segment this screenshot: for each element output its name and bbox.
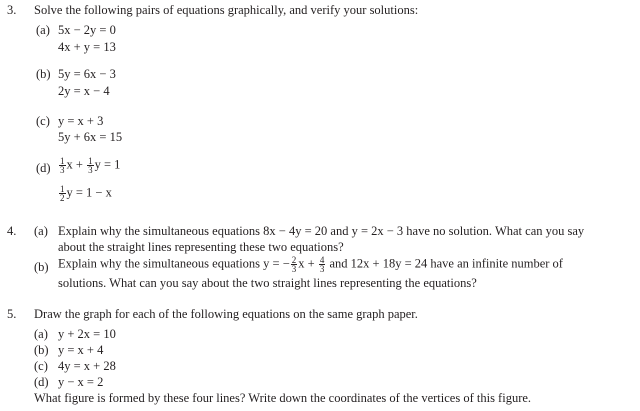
q5-number: 5. bbox=[7, 307, 17, 321]
q4b-label: (b) bbox=[34, 260, 49, 274]
q4a-line2: about the straight lines representing these two equations? bbox=[58, 240, 344, 254]
fraction: $\frac{2}{3}$ bbox=[291, 255, 297, 274]
fraction: $\frac{4}{3}$ bbox=[319, 255, 325, 274]
q3a-label: (a) bbox=[36, 23, 50, 37]
q4b-line2: solutions. What can you say about the two straight lines representing the equations? bbox=[58, 276, 477, 290]
q3d-eq2: $\frac{1}{2}$ y = 1 − x bbox=[60, 184, 112, 203]
q5-prompt: Draw the graph for each of the following equations on the same graph paper. bbox=[34, 307, 418, 321]
fraction: $\frac{1}{3}$ bbox=[88, 156, 93, 175]
q5-closing: What figure is formed by these four lines? Write down the coordinates of the vertices of this figure. bbox=[34, 391, 532, 405]
q5c-eq: 4y = x + 28 bbox=[58, 359, 116, 373]
fraction: $\frac{1}{3}$ bbox=[60, 156, 65, 175]
q3b-label: (b) bbox=[36, 67, 51, 81]
q5d-label: (d) bbox=[34, 375, 49, 389]
q4a-line1: Explain why the simultaneous equations 8x − 4y = 20 and y = 2x − 3 have no solution. What can you say bbox=[58, 224, 585, 238]
q5a-label: (a) bbox=[34, 327, 48, 341]
q5d-eq: y − x = 2 bbox=[58, 375, 104, 389]
q3d-label: (d) bbox=[36, 161, 51, 175]
q3-prompt: Solve the following pairs of equations graphically, and verify your solutions: bbox=[34, 3, 419, 17]
q3a-eq2: 4x + y = 13 bbox=[58, 40, 116, 54]
q5b-label: (b) bbox=[34, 343, 49, 357]
q3b-eq2: 2y = x − 4 bbox=[58, 84, 110, 98]
q4a-label: (a) bbox=[34, 224, 48, 238]
q5a-eq: y + 2x = 10 bbox=[58, 327, 116, 341]
q3c-eq2: 5y + 6x = 15 bbox=[58, 130, 123, 144]
q3b-eq1: 5y = 6x − 3 bbox=[58, 67, 116, 81]
q4-number: 4. bbox=[7, 224, 17, 238]
q5b-eq: y = x + 4 bbox=[58, 343, 104, 357]
q3c-eq1: y = x + 3 bbox=[58, 114, 104, 128]
q3-number: 3. bbox=[7, 3, 17, 17]
q3a-eq1: 5x − 2y = 0 bbox=[58, 23, 116, 37]
q5c-label: (c) bbox=[34, 359, 48, 373]
fraction: $\frac{1}{2}$ bbox=[60, 184, 65, 203]
q3c-label: (c) bbox=[36, 114, 50, 128]
q3d-eq1: $\frac{1}{3}$ x + $\frac{1}{3}$ y = 1 bbox=[60, 156, 121, 175]
q4b-line1: Explain why the simultaneous equations y = − $\frac{2}{3}$ x + $\frac{4}{3}$ and 12x + 18y = 24 have an infinite number of bbox=[58, 255, 563, 274]
